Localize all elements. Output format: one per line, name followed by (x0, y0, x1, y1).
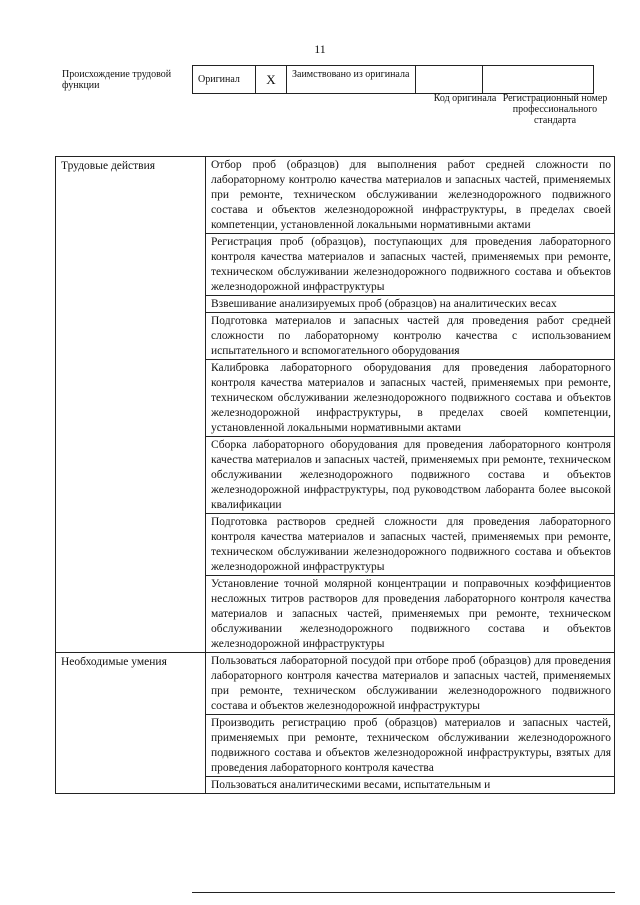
action-item: Калибровка лабораторного оборудования для проведения лабораторного контроля качества материалов и запасных частей, применяемых при ремонте, техническом обслуживании железнодорожного подвижного состава и объектов железнодорожной инфраструктуры, в пределах своей компетенции, установленной локальными нормативными актами (206, 360, 615, 437)
registration-caption: Регистрационный номер профессионального стандарта (502, 93, 608, 126)
section-title-actions: Трудовые действия (56, 157, 206, 653)
skill-item: Пользоваться лабораторной посудой при отборе проб (образцов) для проведения лабораторного контроля качества материалов и запасных частей, применяемых при ремонте, техническом обслуживании железнодорожного подвижного состава и объектов железнодорожной инфраструктуры (206, 653, 615, 715)
skill-item: Пользоваться аналитическими весами, испытательным и (206, 777, 615, 794)
original-cell: Оригинал (193, 66, 256, 94)
origin-label: Происхождение трудовой функции (62, 69, 172, 91)
bottom-rule (192, 892, 615, 893)
section-title-skills: Необходимые умения (56, 653, 206, 794)
code-cell (416, 66, 483, 94)
action-item: Сборка лабораторного оборудования для проведения лабораторного контроля качества материалов и запасных частей, применяемых при ремонте, техническом обслуживании железнодорожного подвижного состава и объектов железнодорожной инфраструктуры, под руководством лаборанта более высокой квалификации (206, 437, 615, 514)
action-item: Взвешивание анализируемых проб (образцов) на аналитических весах (206, 296, 615, 313)
table-row (56, 157, 615, 234)
action-item: Установление точной молярной концентрации и поправочных коэффициентов несложных титров растворов для проведения лабораторного контроля качества материалов и запасных частей, применяемых при ремонте, техническом обслуживании железнодорожного подвижного состава и объектов железнодорожной инфраструктуры (206, 576, 615, 653)
action-item: Подготовка растворов средней сложности для проведения лабораторного контроля качества материалов и запасных частей, применяемых при ремонте, техническом обслуживании железнодорожного подвижного состава и объектов железнодорожной инфраструктуры (206, 514, 615, 576)
table-row (56, 653, 615, 715)
borrowed-cell: Заимствовано из оригинала (287, 66, 416, 94)
page-number: 11 (314, 42, 326, 56)
action-item: Подготовка материалов и запасных частей для проведения работ средней сложности по лабораторному контролю качества с использованием испытательного и вспомогательного оборудования (206, 313, 615, 360)
action-item: Отбор проб (образцов) для выполнения работ средней сложности по лабораторному контролю качества материалов и запасных частей, применяемых при ремонте, техническом обслуживании железнодорожного подвижного состава и объектов железнодорожной инфраструктуры, в пределах своей компетенции, установленной локальными нормативными актами (206, 157, 615, 234)
original-mark: X (256, 66, 287, 94)
function-table (55, 156, 615, 794)
action-item: Регистрация проб (образцов), поступающих для проведения лабораторного контроля качества материалов и запасных частей, применяемых при ремонте, техническом обслуживании железнодорожного подвижного состава и объектов железнодорожной инфраструктуры (206, 234, 615, 296)
skill-item: Производить регистрацию проб (образцов) материалов и запасных частей, применяемых при ремонте, техническом обслуживании железнодорожного подвижного состава и объектов железнодорожной инфраструктуры, взятых для проведения лабораторного контроля качества (206, 715, 615, 777)
registration-cell (483, 66, 594, 94)
origin-table (192, 65, 594, 94)
code-caption: Код оригинала (433, 93, 497, 104)
